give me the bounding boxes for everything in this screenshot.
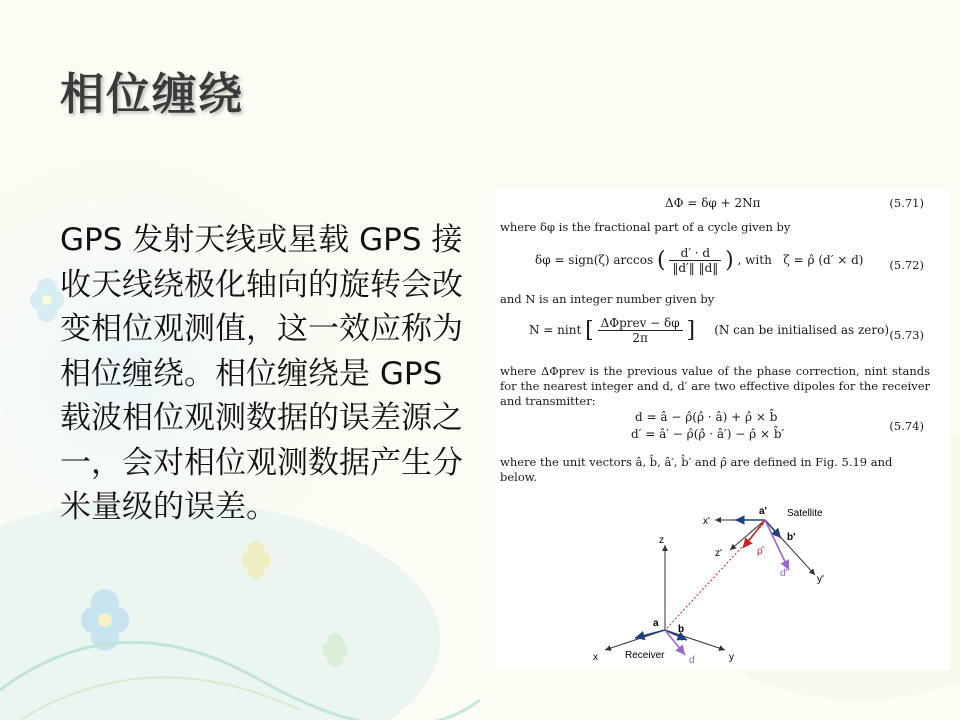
- x-prime-label: x': [703, 516, 710, 527]
- equation-text: δφ = sign(ζ) arccos: [535, 253, 654, 267]
- phase-wind-up-diagram: [575, 490, 875, 670]
- a-vector: [635, 630, 665, 638]
- a-label: a: [653, 618, 659, 629]
- paper-paragraph: and N is an integer number given by: [500, 292, 715, 306]
- d-prime-label: d': [780, 568, 788, 579]
- slide-body-text: GPS 发射天线或星载 GPS 接收天线绕极化轴向的旋转会改变相位观测值，这一效应称为相位缠绕。相位缠绕是 GPS 载波相位观测数据的误差源之一，会对相位观测数据产生分米量级的误差。: [60, 222, 463, 525]
- z-prime-label: z': [715, 548, 722, 559]
- equation-number: (5.73): [889, 328, 924, 342]
- d-prime-vector: [765, 520, 789, 570]
- rho-label: ρ̂: [757, 546, 763, 557]
- b-prime-label: b': [787, 532, 796, 543]
- fraction-denominator: 2π: [632, 331, 648, 345]
- equation-5-73: N = nint [ $\frac{\text{ΔΦprev − δφ}}{2\pi}$ ] (N can be initialised as zero): [529, 316, 890, 345]
- equation-number: (5.71): [889, 196, 924, 210]
- slide-title: 相位缠绕: [60, 69, 244, 120]
- equation-5-71: ΔΦ = δφ + 2Nπ: [665, 196, 761, 210]
- paper-paragraph: where δφ is the fractional part of a cycle given by: [500, 220, 791, 234]
- equation-note: (N can be initialised as zero): [714, 323, 890, 337]
- a-prime-label: a': [759, 506, 767, 517]
- y-prime-label: y': [817, 574, 824, 585]
- paper-excerpt: [495, 190, 950, 670]
- paper-paragraph: where the unit vectors â, b̂, â′, b̂′ and ρ̂ are defined in Fig. 5.19 and below.: [500, 455, 893, 484]
- paper-paragraph: where ΔΦprev is the previous value of the phase correction, nint stands for the nearest integer and d, d′ are two effective dipoles for the receiver and transmitter:: [500, 364, 930, 408]
- equation-text: , with: [737, 253, 772, 267]
- d-label: d: [689, 655, 695, 666]
- z-label: z: [659, 535, 664, 546]
- satellite-label: Satellite: [787, 508, 823, 519]
- equation-5-74-line2: d′ = â′ − ρ̂(ρ̂ · â′) − ρ̂ × b̂′: [631, 427, 785, 441]
- equation-text: ζ = ρ̂ (d′ × d): [783, 253, 864, 267]
- equation-text: N = nint: [529, 323, 582, 337]
- y-label: y: [729, 652, 734, 663]
- equation-number: (5.72): [889, 258, 924, 272]
- fraction: [598, 316, 683, 345]
- equation-number: (5.74): [889, 419, 924, 433]
- b-label: b: [678, 624, 685, 635]
- fraction: [669, 246, 721, 275]
- rho-vector: [743, 520, 765, 548]
- x-label: x: [593, 652, 598, 663]
- equation-5-74-line1: d = â − ρ̂(ρ̂ · â) + ρ̂ × b̂: [635, 410, 778, 424]
- fraction-numerator: d′ · d: [669, 246, 721, 261]
- fraction-numerator: ΔΦprev − δφ: [598, 316, 683, 331]
- receiver-label: Receiver: [625, 650, 665, 661]
- fraction-denominator: ‖d′‖ ‖d‖: [672, 261, 719, 275]
- equation-5-72: δφ = sign(ζ) arccos ( $\frac{d' \cdot d}{‖d'‖ ‖d‖}$ ) , with ζ = ρ̂ (d′ × d): [535, 246, 864, 275]
